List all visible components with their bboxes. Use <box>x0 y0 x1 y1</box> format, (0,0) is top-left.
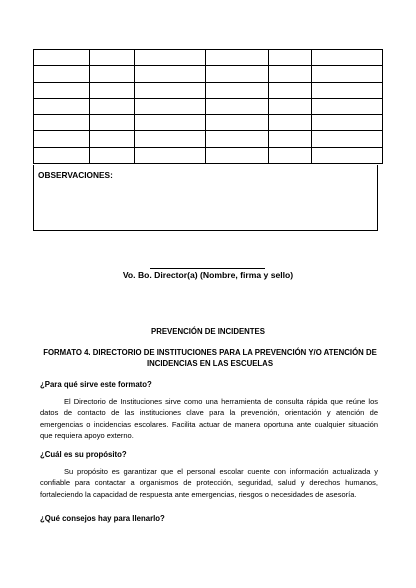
table-row <box>34 115 383 131</box>
table-cell[interactable] <box>312 147 383 163</box>
table-cell[interactable] <box>135 147 206 163</box>
table-cell[interactable] <box>135 131 206 147</box>
table-cell[interactable] <box>135 50 206 66</box>
signature-caption: Vo. Bo. Director(a) (Nombre, firma y sello) <box>122 270 294 280</box>
table-cell[interactable] <box>206 98 269 114</box>
table-cell[interactable] <box>90 131 135 147</box>
table-row <box>34 131 383 147</box>
observations-label: OBSERVACIONES: <box>38 170 113 180</box>
table-cell[interactable] <box>34 66 90 82</box>
table-cell[interactable] <box>135 115 206 131</box>
table-cell[interactable] <box>312 66 383 82</box>
question-tips: ¿Qué consejos hay para llenarlo? <box>40 514 165 523</box>
table-row <box>34 147 383 163</box>
question-purpose-use: ¿Para qué sirve este formato? <box>40 380 152 389</box>
signature-line <box>150 268 265 269</box>
table-cell[interactable] <box>90 115 135 131</box>
table-cell[interactable] <box>269 115 312 131</box>
answer-purpose-use: El Directorio de Instituciones sirve como una herramienta de consulta rápida que reúne los datos de contacto de las instituciones clave para la prevención, orientación y atención de emergencias o incidencias escolares. Facilita actuar de manera oportuna ante cualquier situación que requiera apoyo externo. <box>40 397 378 440</box>
table-cell[interactable] <box>269 147 312 163</box>
table-cell[interactable] <box>206 115 269 131</box>
table-cell[interactable] <box>312 115 383 131</box>
table-cell[interactable] <box>206 131 269 147</box>
directory-table <box>33 49 383 164</box>
question-purpose: ¿Cuál es su propósito? <box>40 450 127 459</box>
answer-purpose: Su propósito es garantizar que el personal escolar cuente con información actualizada y confiable para contactar a organismos de protección, seguridad, salud y derechos humanos, fortaleciendo la capacidad de respuesta ante emergencias, riesgos o necesidades de asesoría. <box>40 467 378 499</box>
section-title: PREVENCIÓN DE INCIDENTES <box>151 327 265 336</box>
table-cell[interactable] <box>34 115 90 131</box>
table-cell[interactable] <box>34 50 90 66</box>
table-row <box>34 98 383 114</box>
table-row <box>34 82 383 98</box>
table-cell[interactable] <box>312 98 383 114</box>
table-cell[interactable] <box>90 50 135 66</box>
table-cell[interactable] <box>269 98 312 114</box>
table-cell[interactable] <box>312 82 383 98</box>
table-cell[interactable] <box>269 82 312 98</box>
table-cell[interactable] <box>269 50 312 66</box>
table-cell[interactable] <box>90 147 135 163</box>
format-title: FORMATO 4. DIRECTORIO DE INSTITUCIONES PARA LA PREVENCIÓN Y/O ATENCIÓN DE INCIDENCIAS EN LAS ESCUELAS <box>43 348 377 368</box>
table-cell[interactable] <box>206 50 269 66</box>
table-cell[interactable] <box>90 66 135 82</box>
table-cell[interactable] <box>312 131 383 147</box>
table-cell[interactable] <box>269 66 312 82</box>
table-cell[interactable] <box>206 82 269 98</box>
table-cell[interactable] <box>34 82 90 98</box>
table-cell[interactable] <box>34 147 90 163</box>
table-cell[interactable] <box>269 131 312 147</box>
table-cell[interactable] <box>90 98 135 114</box>
observations-box[interactable] <box>33 165 378 231</box>
table-cell[interactable] <box>34 98 90 114</box>
table-row <box>34 66 383 82</box>
table-cell[interactable] <box>34 131 90 147</box>
table-cell[interactable] <box>135 98 206 114</box>
table-row <box>34 50 383 66</box>
table-cell[interactable] <box>135 82 206 98</box>
table-cell[interactable] <box>90 82 135 98</box>
table-cell[interactable] <box>312 50 383 66</box>
table-cell[interactable] <box>206 66 269 82</box>
table-cell[interactable] <box>206 147 269 163</box>
table-cell[interactable] <box>135 66 206 82</box>
